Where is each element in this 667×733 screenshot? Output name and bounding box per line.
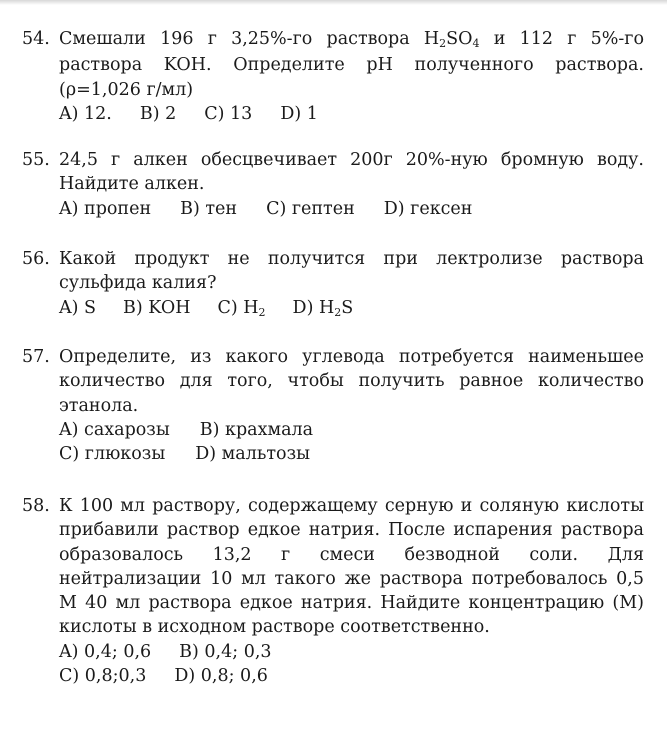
question-number: 56.: [22, 249, 50, 269]
option-b: B) тен: [180, 198, 238, 219]
answer-options: [59, 296, 644, 322]
answer-options: [59, 418, 644, 442]
page-top-edge: [0, 0, 667, 5]
question-number: 54.: [22, 29, 50, 49]
option-b: B) крахмала: [199, 419, 314, 440]
option-d: D) гексен: [383, 198, 473, 219]
answer-options: [59, 640, 644, 664]
question-text: Определите, из какого углевода потребуется наименьшее количество для того, чтобы получить равное количество этанола.: [59, 347, 644, 416]
question-number: 57.: [22, 347, 50, 367]
answer-options: [59, 664, 644, 688]
answer-options: [59, 442, 644, 466]
question-57: [22, 345, 644, 466]
option-a: A) S: [59, 297, 97, 318]
option-c: C) $H_2$: [217, 297, 266, 319]
question-number: 55.: [22, 150, 50, 170]
option-a: A) пропен: [59, 198, 152, 219]
option-d: D) мальтозы: [195, 444, 311, 465]
option-a: A) сахарозы: [59, 419, 170, 440]
question-text: К 100 мл раствору, содержащему серную и соляную кислоты прибавили раствор едкое натрия. После испарения раствора образовалось 13,2 г смеси безводной соли. Для нейтрализации 10 мл такого же раствора потребовалось 0,5 M 40 мл раствора едкое натрия. Найдите концентрацию (М) кислоты в исходном растворе соответственно.: [59, 496, 644, 638]
question-54: [22, 27, 644, 126]
option-b: B) 2: [139, 103, 177, 124]
option-b: B) 0,4; 0,3: [179, 641, 272, 662]
option-a: A) 12.: [59, 103, 112, 124]
option-c: C) 0,8;0,3: [59, 666, 147, 687]
option-c: C) глюкозы: [59, 444, 166, 465]
question-number: 58.: [22, 496, 50, 516]
option-d: D) $H_2S$: [292, 297, 354, 319]
question-text: Смешали 196 г 3,25%-го раствора $H_2SO_4$ и 112 г 5%-го раствора KOH. Определите pH полученного раствора. (ρ=1,026 г/мл): [59, 29, 644, 100]
question-58: [22, 494, 644, 688]
option-d: D) 1: [280, 103, 318, 124]
question-text: Какой продукт не получится при лектролизе раствора сульфида калия?: [59, 249, 644, 294]
answer-options: [59, 197, 644, 221]
option-d: D) 0,8; 0,6: [174, 666, 268, 687]
option-c: C) 13: [204, 103, 253, 124]
question-text: 24,5 г алкен обесцвечивает 200г 20%-ную бромную воду. Найдите алкен.: [59, 150, 644, 195]
question-56: [22, 247, 644, 322]
option-b: B) KOH: [123, 297, 191, 318]
question-55: [22, 148, 644, 221]
option-a: A) 0,4; 0,6: [59, 641, 152, 662]
answer-options: [59, 102, 644, 126]
option-c: C) гептен: [266, 198, 355, 219]
